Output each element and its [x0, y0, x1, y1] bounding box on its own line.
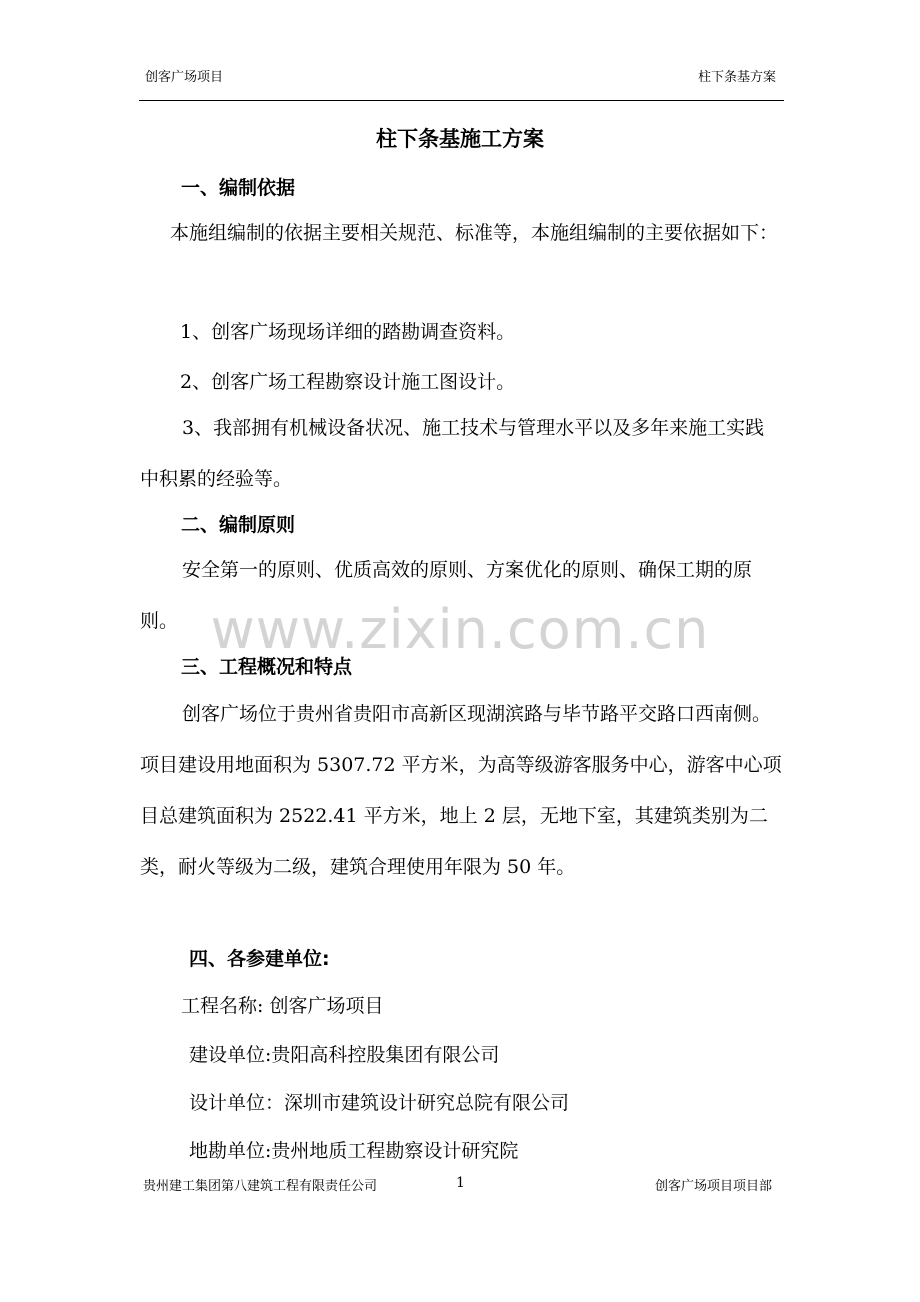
section-heading-basis: 一、编制依据 [181, 177, 296, 199]
header-project-name: 创客广场项目 [145, 70, 224, 85]
footer-company: 贵州建工集团第八建筑工程有限责任公司 [143, 1179, 378, 1194]
section-heading-parties: 四、各参建单位: [189, 948, 330, 970]
watermark: www.zixin.com.cn [210, 598, 710, 661]
header-document-title: 柱下条基方案 [697, 70, 776, 85]
basis-item-3: 3、我部拥有机械设备状况、施工技术与管理水平以及多年来施工实践中积累的经验等。 [140, 417, 765, 490]
party-design-unit: 设计单位：深圳市建筑设计研究总院有限公司 [189, 1092, 570, 1114]
basis-item-1: 1、创客广场现场详细的踏勘调查资料。 [180, 321, 516, 343]
section-overview-text: 创客广场位于贵州省贵阳市高新区现湖滨路与毕节路平交路口西南侧。项目建设用地面积为 5307.72 平方米，为高等级游客服务中心，游客中心项目总建筑面积为 2522.41 平方米，地上 2 层，无地下室，其建筑类别为二类，耐火等级为二级，建筑合理使用年限为 50 年。 [140, 703, 782, 878]
party-project-name: 工程名称: 创客广场项目 [181, 995, 384, 1017]
section-heading-principles: 二、编制原则 [181, 514, 296, 536]
section-principles-text: 安全第一的原则、优质高效的原则、方案优化的原则、确保工期的原则。 [140, 559, 753, 632]
section-basis-intro: 本施组编制的依据主要相关规范、标准等，本施组编制的主要依据如下： [170, 222, 779, 244]
footer-page-number: 1 [456, 1175, 465, 1191]
basis-item-2: 2、创客广场工程勘察设计施工图设计。 [180, 371, 516, 393]
section-heading-overview: 三、工程概况和特点 [181, 656, 353, 678]
page-title: 柱下条基施工方案 [376, 127, 544, 151]
party-survey-unit: 地勘单位:贵州地质工程勘察设计研究院 [189, 1140, 519, 1162]
header-divider [139, 100, 784, 101]
party-construction-unit: 建设单位:贵阳高科控股集团有限公司 [189, 1044, 500, 1066]
footer-department: 创客广场项目项目部 [654, 1179, 772, 1194]
